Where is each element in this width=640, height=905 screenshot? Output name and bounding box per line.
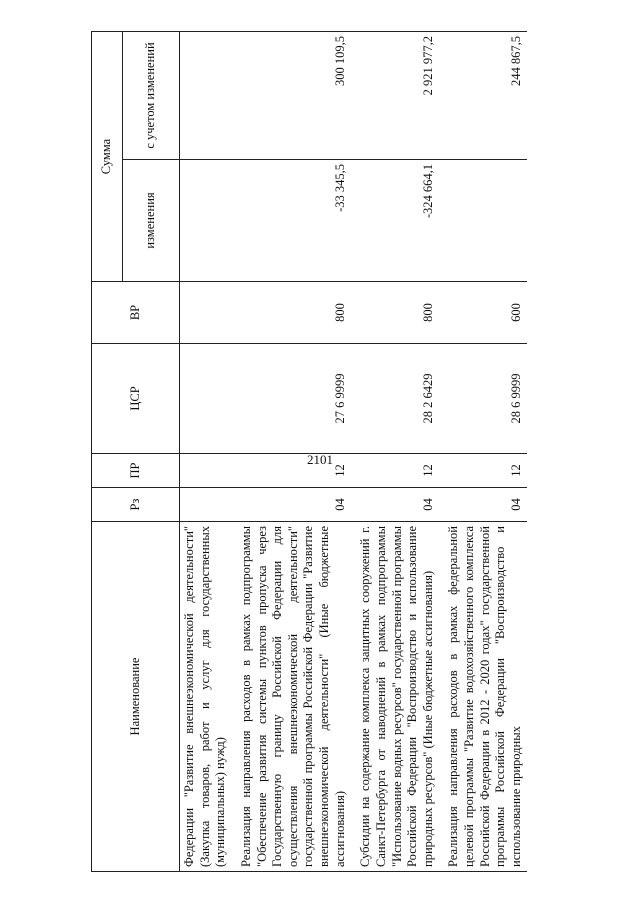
cell-vr: 800 [356,282,438,344]
header-sum: Сумма [92,32,123,282]
cell-rz: 04 [356,488,438,522]
cell-total: 300 109,5 [237,32,350,160]
cell-pr: 12 [444,454,526,488]
header-name: Наименование [92,522,180,872]
cell-csr [180,344,231,454]
cell-name: Реализация направления расходов в рамках федеральной целевой программы "Развитие водохозяйственного комплекса Российской Федерации в 2012 - 2020 годах" государственной программы Российской Федерации "Воспроизводство и использование природных [444,522,526,872]
header-vr: ВР [92,282,180,344]
cell-total: 244 867,5 [444,32,526,160]
cell-total: 2 921 977,2 [356,32,438,160]
cell-change: -33 345,5 [237,160,350,282]
header-rz: Рз [92,488,180,522]
cell-change [444,160,526,282]
cell-total [180,32,231,160]
cell-change: -324 664,1 [356,160,438,282]
cell-pr: 12 [237,454,350,488]
cell-change [180,160,231,282]
cell-rz: 04 [444,488,526,522]
cell-pr [180,454,231,488]
cell-vr: 800 [237,282,350,344]
cell-csr: 28 2 6429 [356,344,438,454]
cell-name: Субсидии на содержание комплекса защитных сооружений г. Санкт-Петербурга от наводнений в рамках подпрограммы "Использование водных ресурсов" государственной программы Российской Федерации "Воспроизводство и использование природных ресурсов" (Иные бюджетные ассигнования) [356,522,438,872]
budget-table [91,32,601,872]
table-row [356,32,438,872]
cell-vr [180,282,231,344]
cell-rz [180,488,231,522]
table-row [444,32,526,872]
cell-vr: 600 [444,282,526,344]
table-row [237,32,350,872]
cell-name: Реализация направления расходов в рамках подпрограммы "Обеспечение развития системы пунктов пропуска через Государственную границу Российской Федерации для осуществления внешнеэкономической деятельности" государственной программы Российской Федерации "Развитие внешнеэкономической деятельности" (Иные бюджетные ассигнования) [237,522,350,872]
table-row [180,32,231,872]
cell-name: Федерации "Развитие внешнеэкономической деятельности" (Закупка товаров, работ и услуг для государственных (муниципальных) нужд) [180,522,231,872]
header-pr: ПР [92,454,180,488]
cell-csr: 28 6 9999 [444,344,526,454]
header-csr: ЦСР [92,344,180,454]
cell-csr: 27 6 9999 [237,344,350,454]
page-number: 2101 [307,452,333,467]
cell-rz: 04 [237,488,350,522]
header-change: изменения [123,160,180,282]
cell-pr: 12 [356,454,438,488]
header-with-changes: с учетом изменений [123,32,180,160]
